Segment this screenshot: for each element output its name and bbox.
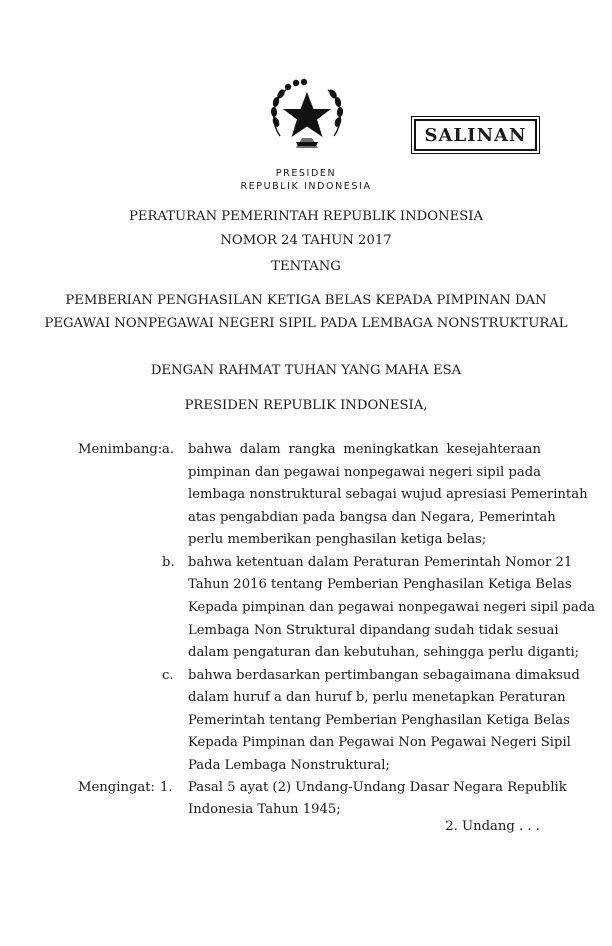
- presidential-emblem-icon: [268, 78, 346, 150]
- menimbang-a-line-5: perlu memberikan penghasilan ketiga belas;: [188, 532, 487, 547]
- preamble-line-1: DENGAN RAHMAT TUHAN YANG MAHA ESA: [150, 363, 462, 378]
- mengingat-label: Mengingat:: [78, 780, 156, 795]
- tentang-heading: TENTANG: [271, 259, 341, 274]
- regulation-number: NOMOR 24 TAHUN 2017: [220, 233, 392, 248]
- menimbang-c-line-5: Pada Lembaga Nonstruktural;: [188, 758, 390, 773]
- menimbang-b-line-5: dalam pengaturan dan kebutuhan, sehingga perlu diganti;: [188, 645, 580, 660]
- preamble-line-2: PRESIDEN REPUBLIK INDONESIA,: [184, 398, 428, 413]
- menimbang-c-line-2: dalam huruf a dan huruf b, perlu menetapkan Peraturan: [188, 690, 566, 705]
- menimbang-b-line-4: Lembaga Non Struktural dipandang sudah tidak sesuai: [188, 623, 559, 638]
- menimbang-a-line-1: bahwa dalam rangka meningkatkan kesejahteraan: [188, 442, 541, 457]
- menimbang-a-line-3: lembaga nonstruktural sebagai wujud apresiasi Pemerintah: [188, 487, 588, 502]
- office-subtitle: REPUBLIK INDONESIA: [240, 181, 372, 192]
- menimbang-b-line-2: Tahun 2016 tentang Pemberian Penghasilan Ketiga Belas: [188, 577, 572, 592]
- regulation-title: PERATURAN PEMERINTAH REPUBLIK INDONESIA: [128, 209, 483, 224]
- menimbang-c-line-1: bahwa berdasarkan pertimbangan sebagaimana dimaksud: [188, 668, 580, 683]
- salinan-stamp: SALINAN: [414, 119, 537, 151]
- mengingat-1-line-2: Indonesia Tahun 1945;: [188, 802, 341, 817]
- menimbang-c-line-3: Pemerintah tentang Pemberian Penghasilan Ketiga Belas: [188, 713, 570, 728]
- menimbang-b-line-3: Kepada pimpinan dan pegawai nonpegawai negeri sipil pada: [188, 600, 596, 615]
- mengingat-1-line-1: Pasal 5 ayat (2) Undang-Undang Dasar Negara Republik: [188, 780, 567, 795]
- mengingat-marker-1: 1.: [160, 780, 173, 795]
- menimbang-b-line-1: bahwa ketentuan dalam Peraturan Pemerintah Nomor 21: [188, 555, 573, 570]
- menimbang-marker-b: b.: [162, 555, 175, 570]
- menimbang-marker-c: c.: [162, 668, 174, 683]
- menimbang-a-line-2: pimpinan dan pegawai nonpegawai negeri sipil pada: [188, 465, 541, 480]
- subject-line-1: PEMBERIAN PENGHASILAN KETIGA BELAS KEPADA PIMPINAN DAN: [65, 293, 547, 308]
- menimbang-a-line-4: atas pengabdian pada bangsa dan Negara, Pemerintah: [188, 510, 556, 525]
- menimbang-marker-a: a.: [162, 442, 175, 457]
- office-title: PRESIDEN: [275, 168, 337, 179]
- menimbang-label: Menimbang:: [78, 442, 163, 457]
- continuation-marker: 2. Undang . . .: [445, 819, 540, 834]
- menimbang-c-line-4: Kepada Pimpinan dan Pegawai Non Pegawai Negeri Sipil: [188, 735, 571, 750]
- subject-line-2: PEGAWAI NONPEGAWAI NEGERI SIPIL PADA LEMBAGA NONSTRUKTURAL: [44, 316, 568, 331]
